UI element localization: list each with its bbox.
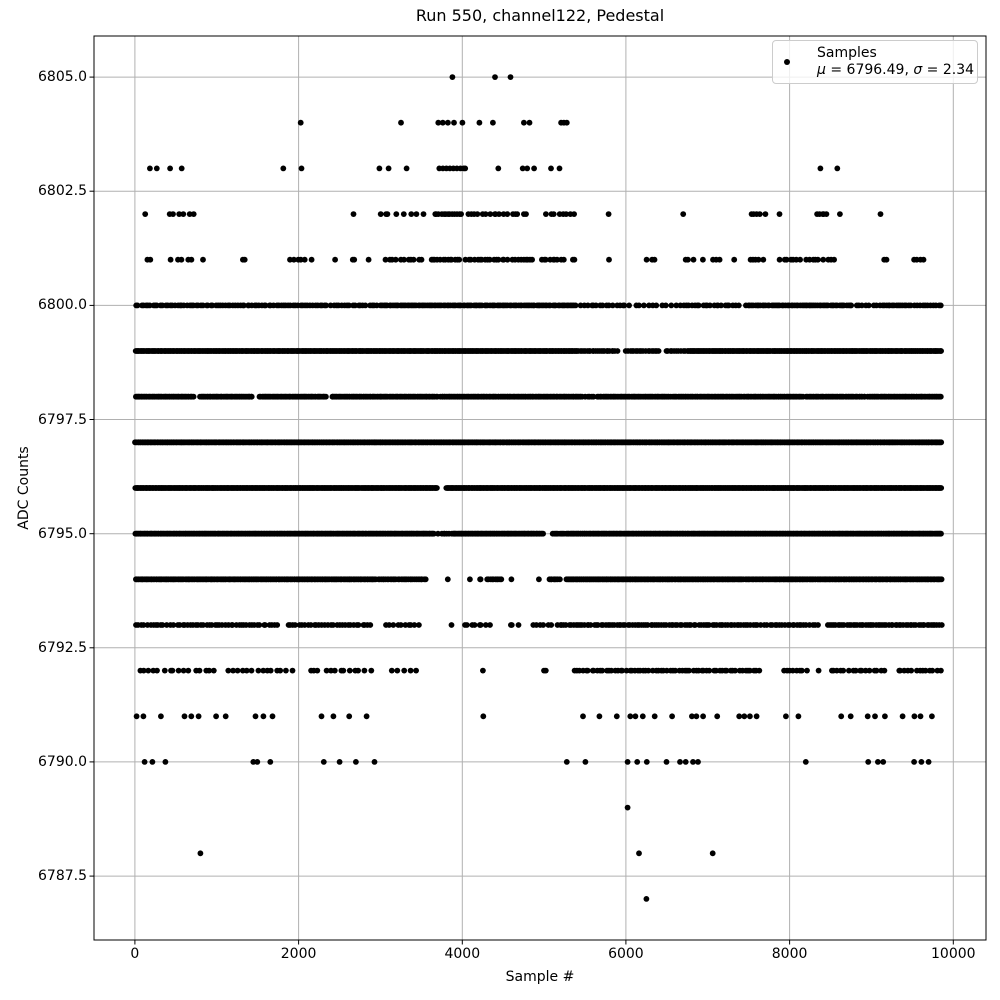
y-tick-label: 6795.0 [38,525,87,542]
y-tick-label: 6787.5 [38,868,87,885]
y-tick-label: 6792.5 [38,639,87,656]
x-tick-label: 2000 [280,946,317,962]
x-tick-label: 8000 [771,946,808,962]
legend-text [817,45,974,79]
legend-series-label: Samples [817,45,877,61]
scatter-points [132,74,945,902]
legend-marker-dot [784,59,790,65]
y-axis-label: ADC Counts [16,446,32,530]
chart-title: Run 550, channel122, Pedestal [415,6,665,25]
y-tick-label: 6805.0 [38,69,87,86]
y-tick-label: 6797.5 [38,411,87,428]
y-tick-label: 6800.0 [38,297,87,314]
x-axis-label: Sample # [505,969,575,985]
y-tick-label: 6790.0 [38,753,87,770]
legend [772,40,978,84]
x-tick-label: 6000 [608,946,644,962]
y-tick-label: 6802.5 [38,183,87,200]
x-tick-label: 0 [130,946,140,962]
x-tick-label: 4000 [444,946,481,962]
x-tick-label: 10000 [931,946,976,962]
legend-stats-label: μ = 6796.49, σ = 2.34 [817,62,975,78]
tick-marks [90,77,954,944]
